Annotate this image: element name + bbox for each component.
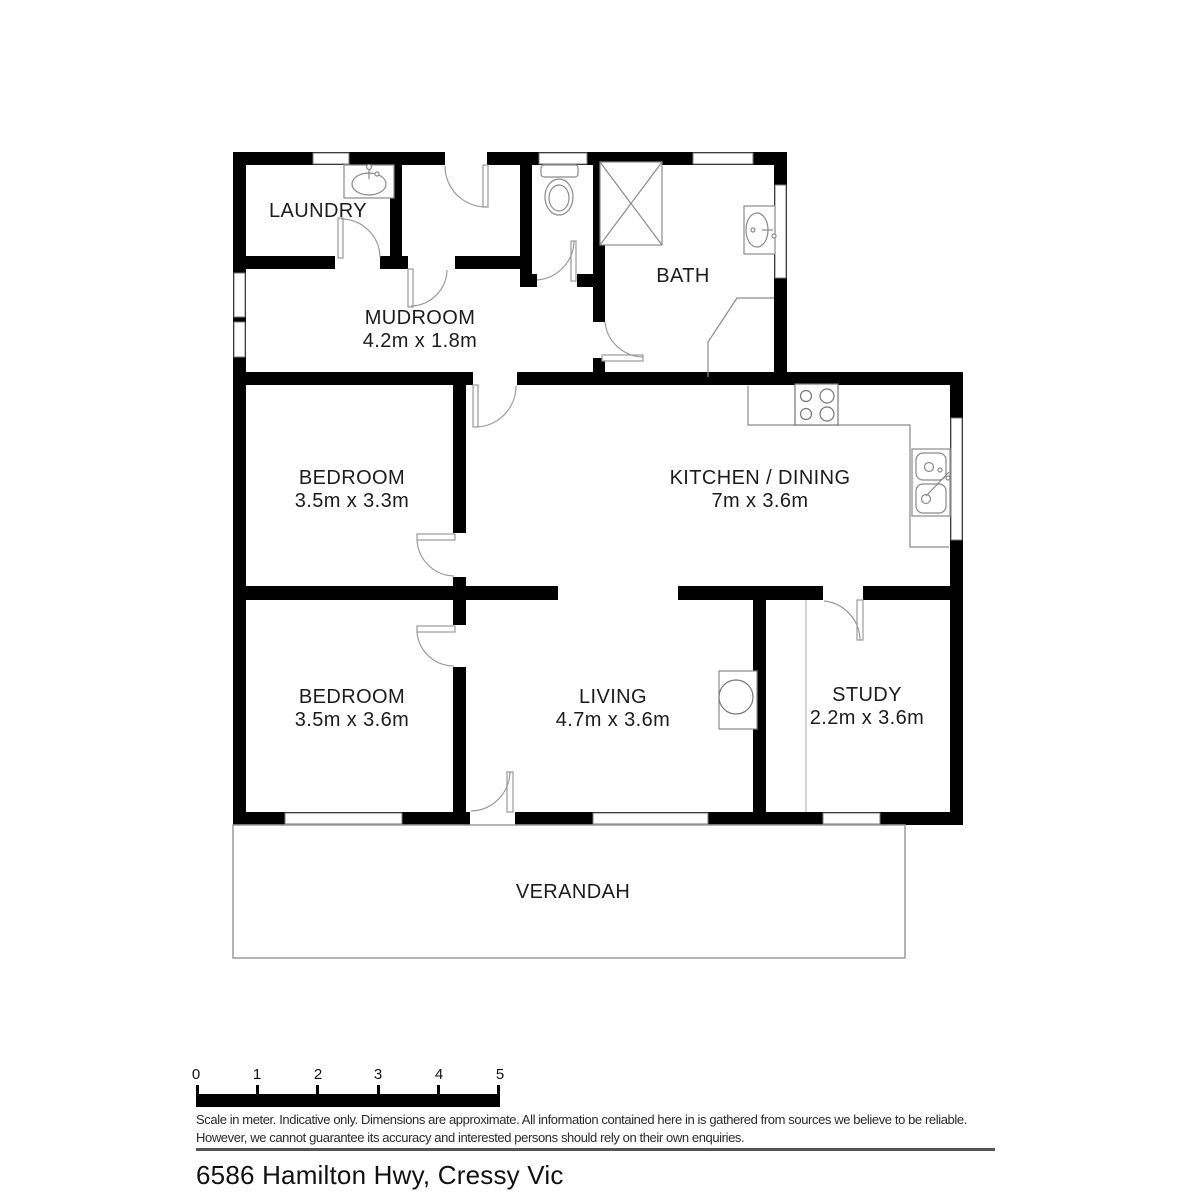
room-label-study: STUDY [832,684,902,706]
window-mudroom-b [234,322,245,357]
scale-number: 4 [434,1066,444,1083]
room-label-bath: BATH [656,265,710,287]
scale-number: 3 [373,1066,383,1083]
door-swing-hall [473,385,516,427]
window-bath-right [775,185,786,278]
room-label-bedroom1: BEDROOM [298,467,406,489]
disclaimer-line-2: However, we cannot guarantee its accuracy and interested persons should rely on their own enquiries. [196,1130,745,1145]
scale-number: 5 [495,1066,505,1083]
scale-number: 1 [252,1066,262,1083]
shower-icon [600,162,662,245]
room-dims-bedroom2: 3.5m x 3.6m [294,709,410,731]
fixture-layer [344,162,950,729]
window-study [823,813,880,824]
kitchen-sink-icon [912,449,950,516]
scale-number: 0 [191,1066,201,1083]
scale-number: 2 [313,1066,323,1083]
door-swing-study [824,600,863,640]
window-kitchen [951,418,962,540]
room-label-laundry: LAUNDRY [268,200,368,222]
room-dims-kitchen: 7m x 3.6m [711,490,809,512]
address-title: 6586 Hamilton Hwy, Cressy Vic [196,1160,564,1190]
outline-layer [233,298,949,958]
door-swing-verandah [471,772,513,812]
divider-rule [196,1148,995,1151]
window-laundry [313,153,349,164]
room-dims-study: 2.2m x 3.6m [809,707,925,729]
door-swing-bath [602,322,643,361]
disclaimer-line-1: Scale in meter. Indicative only. Dimensions are approximate. All information contained here in is gathered from sources we believe to be reliable. [196,1112,967,1127]
wood-heater-icon [719,671,757,729]
room-dims-bedroom1: 3.5m x 3.3m [294,490,410,512]
scale-bar-rule [196,1094,500,1107]
door-swing-entry [445,165,488,207]
window-bath-top [693,153,753,164]
room-label-kitchen: KITCHEN / DINING [669,467,851,489]
room-dims-mudroom: 4.2m x 1.8m [362,330,478,352]
room-label-mudroom: MUDROOM [364,307,476,329]
bathroom-sink-icon [744,206,776,254]
bath-corner-nook-line [708,298,774,377]
room-label-verandah: VERANDAH [515,881,631,903]
door-swing-laundry [338,218,380,258]
door-swing-bedroom1 [417,534,455,576]
door-swing-mudroom [408,269,447,307]
room-dims-living: 4.7m x 3.6m [555,709,671,731]
room-label-living: LIVING [579,686,647,708]
window-mudroom-a [234,273,245,317]
door-swing-bedroom2 [417,626,455,666]
stove-icon [795,384,838,425]
window-wc [539,153,587,164]
laundry-trough-icon [344,165,394,199]
window-living [593,813,708,824]
room-label-bedroom2: BEDROOM [298,686,406,708]
toilet-icon [541,165,578,215]
window-bedroom2 [285,813,402,824]
